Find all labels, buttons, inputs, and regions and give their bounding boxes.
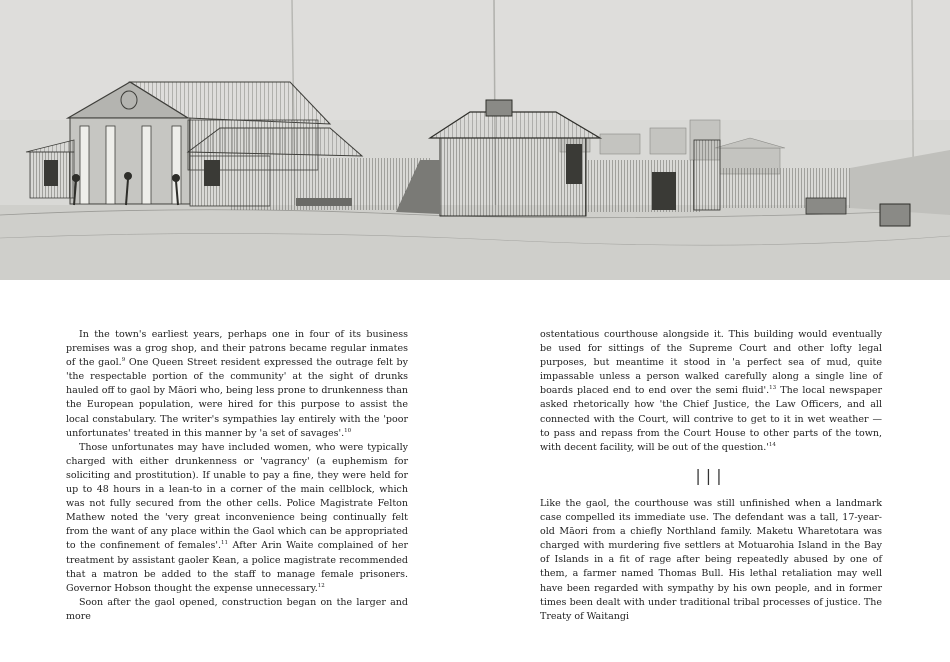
body-paragraph	[540, 328, 882, 455]
section-separator: |||	[695, 465, 727, 485]
header-illustration	[0, 0, 950, 280]
gaol-sketch-image	[0, 0, 950, 280]
footnote-marker[interactable]: 12	[317, 582, 325, 589]
body-paragraph	[540, 497, 882, 624]
paragraph-text: In the town's earliest years, perhaps one in four of its business premises was a grog shop, and their patrons became regular inmates of the gaol.	[66, 329, 408, 369]
right-column-bottom-text	[540, 497, 882, 624]
paragraph-text: After Arin Waite complained of her treatment by assistant gaoler Kean, a police magistrate recommended that a matron be added to the staff to manage female prisoners. Governor Hobson thought the expense unnecessary.	[66, 540, 408, 594]
paragraph-text: Soon after the gaol opened, construction began on the larger and more	[66, 596, 408, 622]
body-paragraph	[66, 328, 408, 441]
right-text-column	[540, 328, 882, 624]
paragraph-text: The local newspaper asked rhetorically how 'the Chief Justice, the Law Officers, and all connected with the Court, will contrive to get to it in wet weather — to pass and repass from the Court House to other parts of the town, with decent facility, will be out of the question.'	[540, 385, 882, 453]
right-column-top-text	[540, 328, 882, 455]
paragraph-text: Like the gaol, the courthouse was still unfinished when a landmark case compelled its immediate use. The defendant was a tall, 17-year-old Māori from a chiefly Northland family. Maketu Wharetotara was charged with murdering five settlers at Motuarohia Island in the Bay of Islands in a fit of rage after being repeatedly abused by one of them, a farmer named Thomas Bull. His lethal retaliation may well have been regarded with sympathy by his own people, and in former times been dealt with under traditional tribal processes of justice. The Treaty of Waitangi	[540, 497, 882, 622]
paragraph-text: Those unfortunates may have included women, who were typically charged with either drunkenness or 'vagrancy' (a euphemism for soliciting and prostitution). If unable to pay a fine, they were held for up to 48 hours in a lean-to in a corner of the main cellblock, which was not fully secured from the other cells. Police Magistrate Felton Mathew noted the 'very great inconvenience being continually felt from the want of any place within the Gaol which can be appropriated to the confinement of females'.	[66, 441, 408, 552]
footnote-marker[interactable]: 14	[768, 441, 776, 448]
left-text-column	[66, 328, 408, 624]
paragraph-text: One Queen Street resident expressed the outrage felt by 'the respectable portion of the community' at the sight of drunks hauled off to gaol by Māori who, being less prone to drunkenness than the European population, were hired for this purpose to assist the local constabulary. The writer's sympathies lay entirely with the 'poor unfortunates' treated in this manner by 'a set of savages'.	[66, 357, 408, 439]
footnote-marker[interactable]: 10	[344, 427, 352, 434]
body-paragraph	[66, 441, 408, 596]
body-paragraph	[66, 596, 408, 624]
footnote-marker[interactable]: 13	[769, 385, 777, 392]
footnote-marker[interactable]: 9	[121, 357, 126, 364]
paragraph-text: ostentatious courthouse alongside it. This building would eventually be used for sittings of the Supreme Court and other lofty legal purposes, but meantime it stood in 'a perfect sea of mud, quite impassable unless a person walked carefully along a single line of boards placed end to end over the semi fluid'.	[540, 329, 882, 397]
footnote-marker[interactable]: 11	[221, 540, 229, 547]
